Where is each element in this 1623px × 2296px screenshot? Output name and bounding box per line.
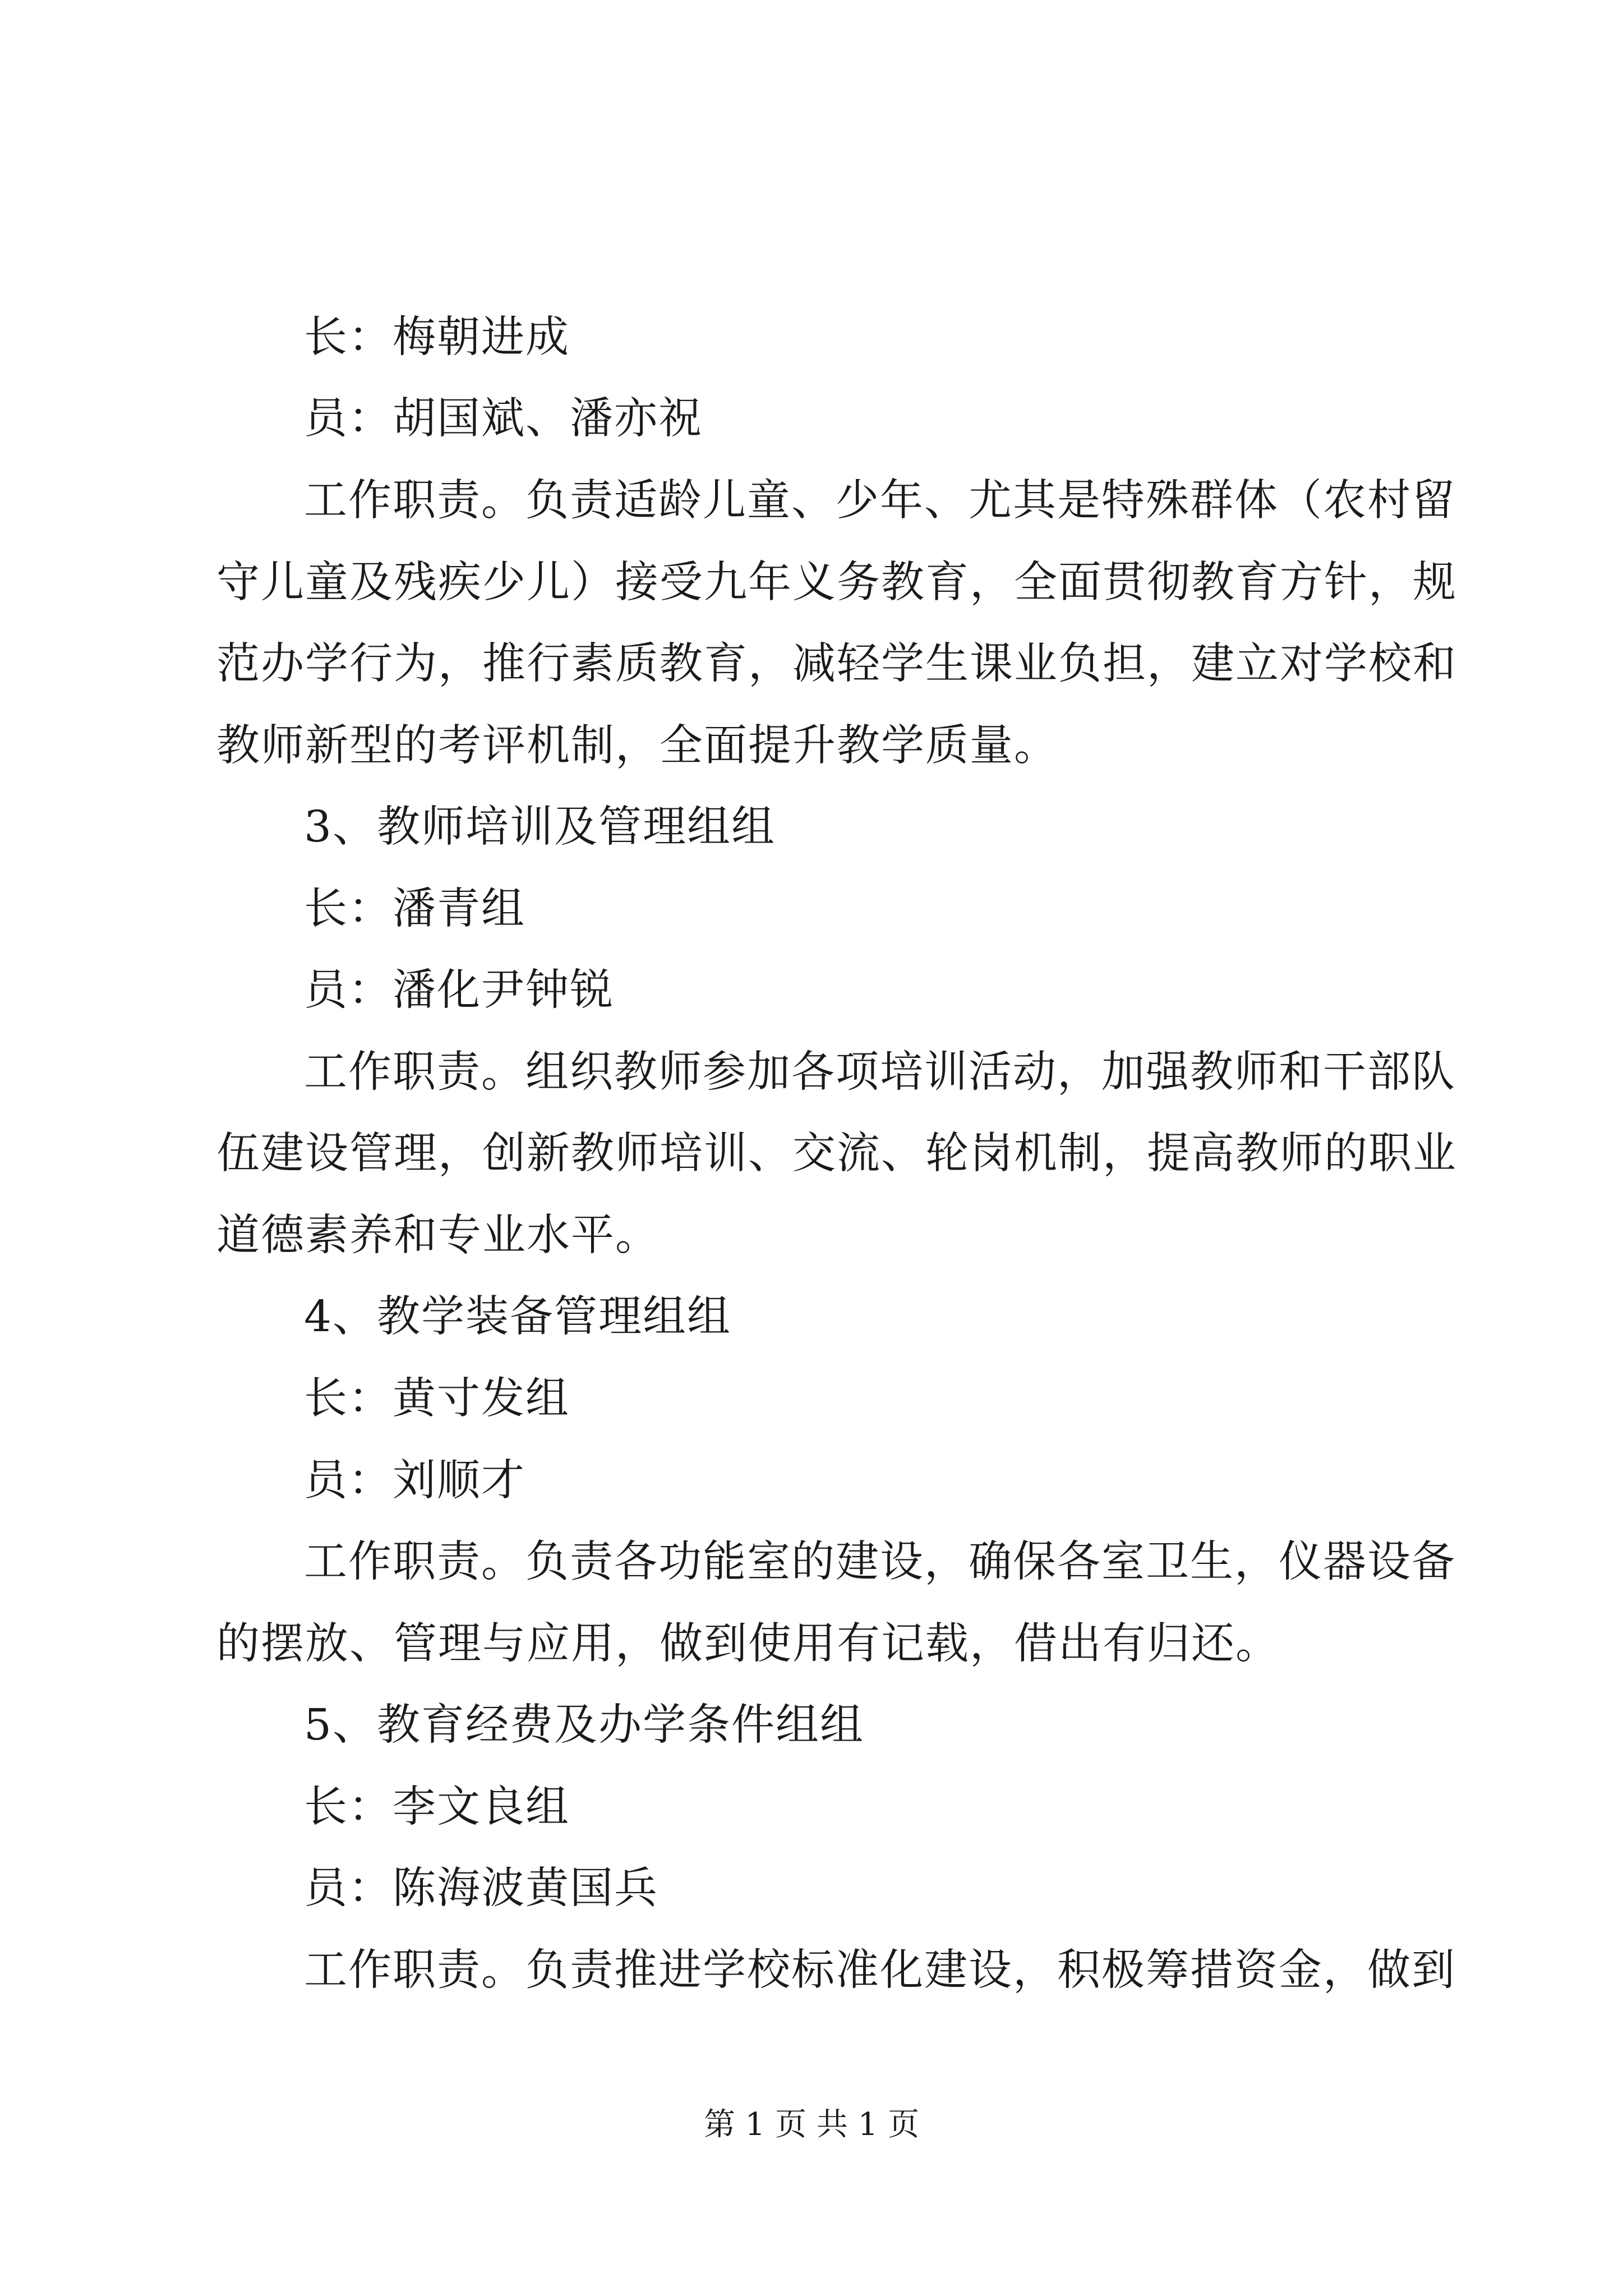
paragraph-line: 工作职责。负责适龄儿童、少年、尤其是特殊群体（农村留: [304, 476, 1456, 526]
text-line: 长：潘青组: [304, 884, 525, 934]
paragraph-line: 守儿童及残疾少儿）接受九年义务教育，全面贯彻教育方针，规: [216, 558, 1457, 608]
section-heading: 3、教师培训及管理组组: [304, 802, 776, 852]
section-heading: 4、教学装备管理组组: [304, 1292, 731, 1342]
paragraph-line: 工作职责。组织教师参加各项培训活动，加强教师和干部队: [304, 1047, 1456, 1097]
section-heading: 5、教育经费及办学条件组组: [304, 1700, 864, 1750]
text-line: 长：梅朝进成: [304, 312, 570, 362]
text-line: 员：胡国斌、潘亦祝: [304, 394, 703, 444]
paragraph-line: 工作职责。负责推进学校标准化建设，积极筹措资金，做到: [304, 1945, 1456, 1995]
paragraph-line: 道德素养和专业水平。: [216, 1211, 660, 1260]
paragraph-line: 的摆放、管理与应用，做到使用有记载，借出有归还。: [216, 1619, 1280, 1669]
text-line: 长：李文良组: [304, 1782, 570, 1832]
text-line: 员：潘化尹钟锐: [304, 965, 614, 1015]
text-line: 员：陈海波黄国兵: [304, 1864, 658, 1913]
paragraph-line: 工作职责。负责各功能室的建设，确保各室卫生，仪器设备: [304, 1537, 1456, 1587]
page-footer: 第 1 页 共 1 页: [703, 2106, 920, 2143]
paragraph-line: 教师新型的考评机制，全面提升教学质量。: [216, 721, 1058, 771]
paragraph-line: 伍建设管理，创新教师培训、交流、轮岗机制，提高教师的职业: [216, 1129, 1457, 1179]
text-line: 员：刘顺才: [304, 1456, 525, 1506]
paragraph-line: 范办学行为，推行素质教育，减轻学生课业负担，建立对学校和: [216, 639, 1457, 689]
text-line: 长：黄寸发组: [304, 1374, 570, 1424]
